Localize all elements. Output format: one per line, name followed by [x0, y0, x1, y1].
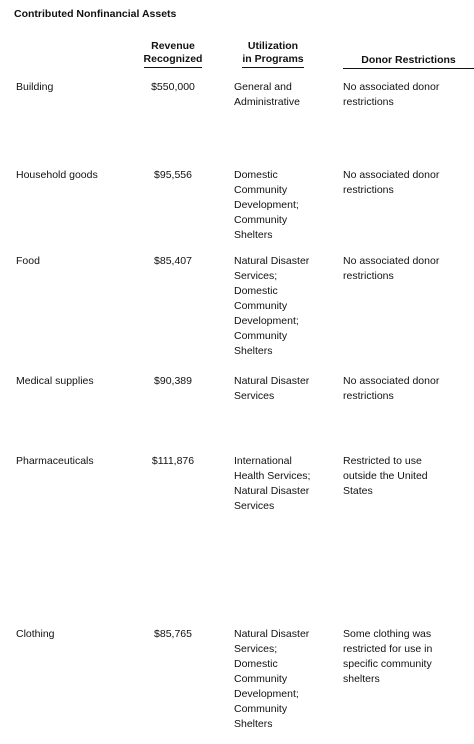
asset-cell: Food: [16, 255, 40, 267]
revenue-cell: $90,389: [154, 375, 192, 387]
utilization-cell: International Health Services; Natural Disaster Services: [234, 455, 311, 512]
asset-cell: Building: [16, 81, 54, 93]
utilization-cell: Natural Disaster Services; Domestic Community Development; Community Shelters: [234, 255, 310, 357]
revenue-cell: $550,000: [151, 81, 195, 93]
donor-cell: No associated donor restrictions: [343, 169, 440, 196]
donor-cell: No associated donor restrictions: [343, 255, 440, 282]
header-revenue-recognized: [135, 40, 211, 68]
header-utilization-label: Utilization in Programs: [242, 40, 303, 68]
revenue-cell: $111,876: [151, 455, 195, 467]
utilization-cell: Natural Disaster Services: [234, 375, 310, 402]
donor-cell: No associated donor restrictions: [343, 375, 440, 402]
utilization-cell: Domestic Community Development; Community Shelters: [234, 169, 299, 241]
asset-cell: Medical supplies: [16, 375, 94, 387]
revenue-cell: $85,765: [154, 628, 192, 640]
asset-cell: Pharmaceuticals: [16, 455, 94, 467]
donor-cell: Some clothing was restricted for use in specific community shelters: [343, 628, 433, 685]
header-donor-restrictions: [343, 54, 474, 69]
donor-cell: Restricted to use outside the United States: [343, 455, 428, 497]
utilization-cell: General and Administrative: [234, 81, 300, 108]
header-revenue-label: Revenue Recognized: [144, 40, 203, 68]
header-donor-label: Donor Restrictions: [343, 54, 474, 69]
section-title: Contributed Nonfinancial Assets: [14, 8, 177, 20]
asset-cell: Clothing: [16, 628, 55, 640]
header-utilization-in-programs: [232, 40, 314, 68]
revenue-cell: $95,556: [154, 169, 192, 181]
revenue-cell: $85,407: [154, 255, 192, 267]
asset-cell: Household goods: [16, 169, 98, 181]
utilization-cell: Natural Disaster Services; Domestic Community Development; Community Shelters: [234, 628, 310, 730]
donor-cell: No associated donor restrictions: [343, 81, 440, 108]
